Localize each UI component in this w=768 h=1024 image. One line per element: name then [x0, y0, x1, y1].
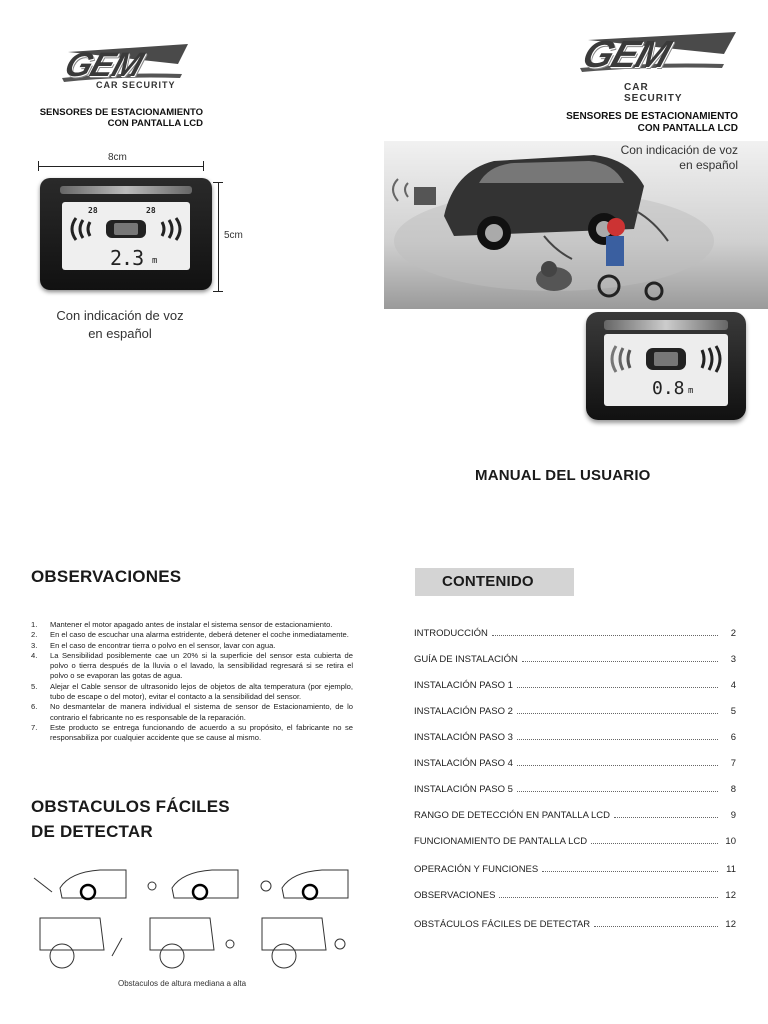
lcd-sensor-arcs-icon [66, 214, 186, 244]
toc-entry[interactable] [414, 680, 736, 691]
device-top-trim [60, 186, 192, 194]
right-subtitle [520, 111, 738, 135]
toc-page-number: 9 [730, 810, 736, 821]
voice-line1: Con indicación de voz [56, 308, 184, 323]
toc-entry[interactable] [414, 864, 736, 875]
right-subtitle-line1: SENSORES DE ESTACIONAMIENTO [566, 111, 738, 122]
left-voice-caption [30, 307, 210, 343]
width-dimension-line [38, 166, 204, 167]
toc-page-number: 6 [730, 732, 736, 743]
toc-page-number: 10 [725, 836, 736, 847]
height-dimension-line [218, 182, 219, 292]
observacion-item [31, 641, 353, 651]
left-subtitle-line2: CON PANTALLA LCD [107, 118, 203, 129]
toc-label: OBSTÁCULOS FÁCILES DE DETECTAR [414, 919, 591, 930]
toc-page-number: 4 [730, 680, 736, 691]
observacion-item [31, 620, 353, 630]
toc-page-number: 3 [730, 654, 736, 665]
toc-label: OBSERVACIONES [414, 890, 496, 901]
lcd-device-right [586, 312, 746, 420]
device-top-trim [604, 320, 728, 330]
width-dimension-tick-left [38, 161, 39, 171]
toc-page-number: 2 [730, 628, 736, 639]
toc-label: INSTALACIÓN PASO 3 [414, 732, 513, 743]
obstacle-diagrams [30, 858, 360, 978]
left-subtitle-line1: SENSORES DE ESTACIONAMIENTO [39, 107, 203, 118]
obstaculos-title-line1: OBSTACULOS FÁCILES [31, 797, 230, 816]
toc-label: INSTALACIÓN PASO 4 [414, 758, 513, 769]
lcd-device-left [40, 178, 212, 290]
observacion-number: 7. [31, 722, 38, 732]
toc-entry[interactable] [414, 628, 736, 639]
logo-text: GEM [59, 46, 147, 84]
logo-text: GEM [577, 34, 675, 76]
voice-line2: en español [679, 158, 738, 172]
toc-page-number: 12 [725, 919, 736, 930]
width-label: 8cm [108, 152, 127, 163]
observacion-number: 1. [31, 620, 38, 629]
gem-logo-left [60, 44, 190, 96]
lcd-sensor-arcs-icon [606, 342, 726, 376]
observaciones-title: OBSERVACIONES [31, 567, 182, 586]
toc-leader-dots [522, 660, 718, 662]
obstaculos-title [31, 794, 230, 844]
car-diagram-side-1 [34, 870, 126, 899]
toc-leader-dots [591, 842, 718, 844]
observacion-item [31, 702, 353, 723]
observacion-number: 6. [31, 702, 38, 712]
observacion-item [31, 630, 353, 640]
height-label: 5cm [224, 230, 243, 241]
toc-leader-dots [614, 816, 718, 818]
toc-entry[interactable] [414, 758, 736, 769]
observacion-item [31, 723, 353, 744]
observaciones-list [31, 620, 353, 744]
toc-entry[interactable] [414, 732, 736, 743]
car-diagram-side-2 [148, 870, 238, 899]
right-voice-caption [584, 143, 738, 173]
observacion-text: Mantener el motor apagado antes de instalar el sistema sensor de estacionamiento. [50, 620, 333, 629]
toc-entry[interactable] [414, 810, 736, 821]
toc-leader-dots [517, 790, 718, 792]
height-dimension-tick-bottom [213, 291, 223, 292]
observacion-number: 4. [31, 650, 38, 660]
observacion-number: 3. [31, 640, 38, 650]
toc-entry[interactable] [414, 919, 736, 930]
lcd-screen-right [604, 334, 728, 406]
observacion-text: En el caso de escuchar una alarma estridente, deberá detener el coche inmediatamente. [50, 630, 349, 640]
toc-entry[interactable] [414, 654, 736, 665]
lcd-distance: 2.3 [110, 246, 144, 270]
toc-page-number: 5 [730, 706, 736, 717]
observacion-text: No desmantelar de manera individual el sistema de sensor de Estacionamiento, de lo contrario el fabricante no es responsable de la reparación. [50, 702, 353, 722]
width-dimension-tick-right [203, 161, 204, 171]
obstaculos-title-line2: DE DETECTAR [31, 822, 153, 841]
logo-tagline: CAR SECURITY [624, 82, 683, 104]
contenido-title: CONTENIDO [442, 573, 534, 590]
toc-entry[interactable] [414, 706, 736, 717]
observacion-number: 5. [31, 681, 38, 691]
observacion-item [31, 651, 353, 682]
manual-title: MANUAL DEL USUARIO [475, 467, 651, 484]
observacion-text: Este producto se entrega funcionando de acuerdo a su propósito, el fabricante no se responsabiliza por cualquier accidente que se cause al mismo. [50, 722, 353, 743]
voice-line1: Con indicación de voz [620, 143, 738, 157]
toc-label: INSTALACIÓN PASO 1 [414, 680, 513, 691]
observacion-text: Alejar el Cable sensor de ultrasonido lejos de objetos de alta temperatura (por ejemplo, tubo de escape o del motor), evitar el contacto a la sensibilidad del sensor. [50, 681, 353, 702]
toc-label: INSTALACIÓN PASO 5 [414, 784, 513, 795]
height-dimension-tick-top [213, 182, 223, 183]
observacion-text: En el caso de encontrar tierra o polvo en el sensor, lavar con agua. [50, 640, 276, 650]
toc-label: GUÍA DE INSTALACIÓN [414, 654, 518, 665]
lcd-right-reading: 28 [146, 206, 156, 215]
toc-label: RANGO DE DETECCIÓN EN PANTALLA LCD [414, 810, 611, 821]
toc-leader-dots [542, 870, 718, 872]
toc-leader-dots [492, 634, 718, 636]
toc-page-number: 8 [730, 784, 736, 795]
observacion-item [31, 682, 353, 703]
product-photo [384, 141, 768, 309]
toc-page-number: 7 [730, 758, 736, 769]
voice-line2: en español [88, 326, 152, 341]
right-subtitle-line2: CON PANTALLA LCD [637, 123, 738, 134]
logo-tagline: CAR SECURITY [96, 80, 176, 90]
lcd-unit: m [688, 386, 694, 396]
lcd-distance: 0.8 [652, 378, 685, 399]
toc-label: FUNCIONAMIENTO DE PANTALLA LCD [414, 836, 588, 847]
left-subtitle [30, 107, 203, 129]
toc-entry[interactable] [414, 836, 736, 847]
lcd-screen-left [62, 202, 190, 270]
lcd-left-reading: 28 [88, 206, 98, 215]
contenido-header-box [415, 568, 574, 596]
toc-leader-dots [517, 686, 718, 688]
car-diagram-rear-2 [150, 918, 234, 968]
toc-leader-dots [499, 896, 718, 898]
obstaculos-caption: Obstaculos de altura mediana a alta [118, 979, 247, 988]
toc-leader-dots [517, 764, 718, 766]
toc-leader-dots [517, 712, 718, 714]
observacion-number: 2. [31, 630, 38, 640]
toc-entry[interactable] [414, 784, 736, 795]
toc-page-number: 11 [726, 864, 736, 875]
toc-page-number: 12 [725, 890, 736, 901]
toc-leader-dots [517, 738, 718, 740]
toc-entry[interactable] [414, 890, 736, 901]
toc-label: INTRODUCCIÓN [414, 628, 488, 639]
observacion-text: La Sensibilidad posiblemente cae un 20% si la superficie del sensor esta cubierta de polvo o tierra después de la lluvia o el lavado, la sensibilidad regresará si se retira el polvo o se evaporan las gotas de agua. [50, 650, 353, 681]
car-diagram-rear-3 [262, 918, 345, 968]
lcd-unit: m [152, 256, 158, 266]
toc-leader-dots [594, 925, 718, 927]
toc-label: INSTALACIÓN PASO 2 [414, 706, 513, 717]
gem-logo-right [577, 32, 708, 104]
car-diagram-rear-1 [40, 918, 122, 968]
car-diagram-side-3 [261, 870, 348, 899]
toc-label: OPERACIÓN Y FUNCIONES [414, 864, 539, 875]
